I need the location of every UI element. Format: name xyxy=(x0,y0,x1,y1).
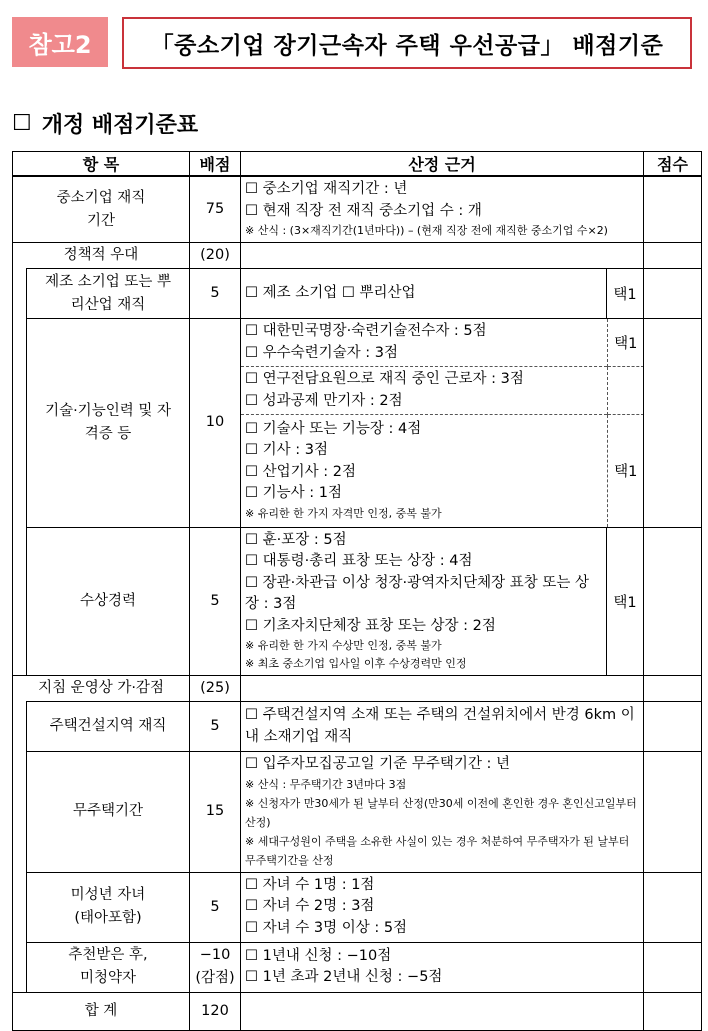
points-input[interactable] xyxy=(644,243,702,269)
criteria-group xyxy=(241,415,607,527)
score-value: 5 xyxy=(190,702,241,752)
page-title: 「중소기업 장기근속자 주택 우선공급」 배점기준 xyxy=(122,17,692,69)
criteria-cell xyxy=(241,243,644,269)
criteria-note: ※ 세대구성원이 주택을 소유한 사실이 있는 경우 처분하여 무주택자가 된 날부터 무주택기간을 산정 xyxy=(245,834,630,867)
criteria-cell xyxy=(241,676,644,702)
pick-one-label: 택1 xyxy=(607,527,644,676)
points-input[interactable] xyxy=(644,702,702,752)
criteria-cell xyxy=(241,702,644,752)
header-points: 점수 xyxy=(644,152,702,177)
criteria-line: ☐ 중소기업 재직기간 : 년 xyxy=(245,181,408,197)
criteria-line: ☐ 1년 초과 2년내 신청 : −5점 xyxy=(245,969,443,985)
points-input[interactable] xyxy=(644,269,702,319)
criteria-line: ☐ 산업기사 : 2점 xyxy=(245,463,356,480)
checkbox-icon: ☐ xyxy=(12,111,32,136)
criteria-note: ※ 산식 : (3×재직기간(1년마다)) – (현재 직장 전에 재직한 중소기업 수×2) xyxy=(245,224,608,237)
criteria-cell xyxy=(241,527,607,676)
criteria-line: ☐ 장관·차관급 이상 청장·광역자치단체장 표창 또는 상장 : 3점 xyxy=(245,574,590,612)
criteria-line: ☐ 기사 : 3점 xyxy=(245,442,328,459)
total-label: 합 계 xyxy=(13,992,190,1030)
indent-cell xyxy=(13,269,27,676)
table-row xyxy=(13,752,702,873)
header-item: 항 목 xyxy=(13,152,190,177)
points-input[interactable] xyxy=(644,527,702,676)
criteria-line: ☐ 대한민국명장·숙련기술전수자 : 5점 xyxy=(245,323,487,339)
criteria-line: ☐ 주택건설지역 소재 또는 주택의 건설위치에서 반경 6km 이내 소재기업 재직 xyxy=(245,707,635,745)
criteria-line: ☐ 기술사 또는 기능장 : 4점 xyxy=(245,420,422,437)
item-label: 기술·기능인력 및 자격증 등 xyxy=(27,319,190,528)
total-row xyxy=(13,992,702,1030)
criteria-line: ☐ 현재 직장 전 재직 중소기업 수 : 개 xyxy=(245,202,482,219)
points-input[interactable] xyxy=(644,752,702,873)
points-input[interactable] xyxy=(644,319,702,528)
item-label: 중소기업 재직기간 xyxy=(13,176,190,243)
item-line: 미청약자 xyxy=(79,970,137,986)
score-value: (20) xyxy=(190,243,241,269)
criteria-cell xyxy=(241,992,644,1030)
score-line: −10 xyxy=(199,947,231,963)
table-row xyxy=(13,872,702,942)
table-row xyxy=(13,676,702,702)
pick-one-label: 택1 xyxy=(607,269,644,319)
criteria-line: ☐ 자녀 수 2명 : 3점 xyxy=(245,898,375,915)
criteria-note: ※ 신청자가 만30세가 된 날부터 산정(만30세 이전에 혼인한 경우 혼인신고일부터 산정) xyxy=(245,796,637,829)
criteria-line: ☐ 입주자모집공고일 기준 무주택기간 : 년 xyxy=(245,756,511,772)
score-value: 5 xyxy=(190,527,241,676)
criteria-subtable xyxy=(241,319,644,527)
criteria-line: ☐ 기능사 : 1점 xyxy=(245,485,342,502)
score-value: 10 xyxy=(190,319,241,528)
scoring-table xyxy=(12,151,702,1031)
criteria-line: ☐ 1년내 신청 : −10점 xyxy=(245,947,392,964)
section-heading xyxy=(12,108,198,139)
criteria-line: ☐ 대통령·총리 표창 또는 상장 : 4점 xyxy=(245,553,473,569)
header-basis: 산정 근거 xyxy=(241,152,644,177)
pick-one-label: 택1 xyxy=(607,319,644,367)
table-row xyxy=(13,269,702,319)
criteria-group xyxy=(241,319,607,367)
category-label: 정책적 우대 xyxy=(13,243,190,269)
pick-empty xyxy=(607,367,644,415)
section-title: 개정 배점기준표 xyxy=(41,112,199,138)
points-input[interactable] xyxy=(644,872,702,942)
criteria-group xyxy=(241,367,607,415)
criteria-line: ☐ 자녀 수 3명 이상 : 5점 xyxy=(245,919,408,936)
criteria-line: ☐ 훈·포장 : 5점 xyxy=(245,531,347,548)
score-value: 15 xyxy=(190,752,241,873)
item-label: 무주택기간 xyxy=(27,752,190,873)
criteria-cell xyxy=(241,872,644,942)
points-input[interactable] xyxy=(644,942,702,992)
item-label: 미성년 자녀 (태아포함) xyxy=(27,872,190,942)
criteria-line: ☐ 연구전담요원으로 재직 중인 근로자 : 3점 xyxy=(245,371,524,387)
criteria-line: ☐ 자녀 수 1명 : 1점 xyxy=(245,876,375,893)
criteria-line: ☐ 성과공제 만기자 : 2점 xyxy=(245,392,403,409)
table-row xyxy=(13,319,702,528)
header-score: 배점 xyxy=(190,152,241,177)
score-line: (감점) xyxy=(195,970,235,986)
item-label xyxy=(27,942,190,992)
criteria-cell xyxy=(241,752,644,873)
criteria-note: ※ 유리한 한 가지 자격만 인정, 중복 불가 xyxy=(245,506,442,520)
criteria-cell xyxy=(241,269,607,319)
table-row xyxy=(13,942,702,992)
item-label: 수상경력 xyxy=(27,527,190,676)
total-score: 120 xyxy=(190,992,241,1030)
criteria-cell xyxy=(241,176,644,243)
item-label: 제조 소기업 또는 뿌리산업 재직 xyxy=(27,269,190,319)
points-input[interactable] xyxy=(644,992,702,1030)
criteria-cell xyxy=(241,319,644,528)
table-row xyxy=(13,176,702,243)
reference-badge: 참고2 xyxy=(12,17,108,67)
score-value: 75 xyxy=(190,176,241,243)
item-label: 주택건설지역 재직 xyxy=(27,702,190,752)
pick-one-label: 택1 xyxy=(607,415,644,527)
criteria-line: ☐ 우수숙련기술자 : 3점 xyxy=(245,344,399,361)
criteria-line: ☐ 기초자치단체장 표창 또는 상장 : 2점 xyxy=(245,617,496,634)
score-value: 5 xyxy=(190,872,241,942)
points-input[interactable] xyxy=(644,176,702,243)
criteria-note: ※ 산식 : 무주택기간 3년마다 3점 xyxy=(245,777,407,791)
item-line: 추천받은 후, xyxy=(68,947,148,963)
criteria-cell xyxy=(241,942,644,992)
table-row xyxy=(13,527,702,676)
score-value xyxy=(190,942,241,992)
points-input[interactable] xyxy=(644,676,702,702)
score-value: (25) xyxy=(190,676,241,702)
score-value: 5 xyxy=(190,269,241,319)
table-row xyxy=(13,702,702,752)
criteria-note: ※ 유리한 한 가지 수상만 인정, 중복 불가 xyxy=(245,639,442,652)
category-label: 지침 운영상 가·감점 xyxy=(13,676,190,702)
criteria-note: ※ 최초 중소기업 입사일 이후 수상경력만 인정 xyxy=(245,657,467,670)
table-header xyxy=(13,152,702,177)
indent-cell xyxy=(13,702,27,993)
table-row xyxy=(13,243,702,269)
criteria-line: ☐ 제조 소기업 ☐ 뿌리산업 xyxy=(245,284,416,301)
